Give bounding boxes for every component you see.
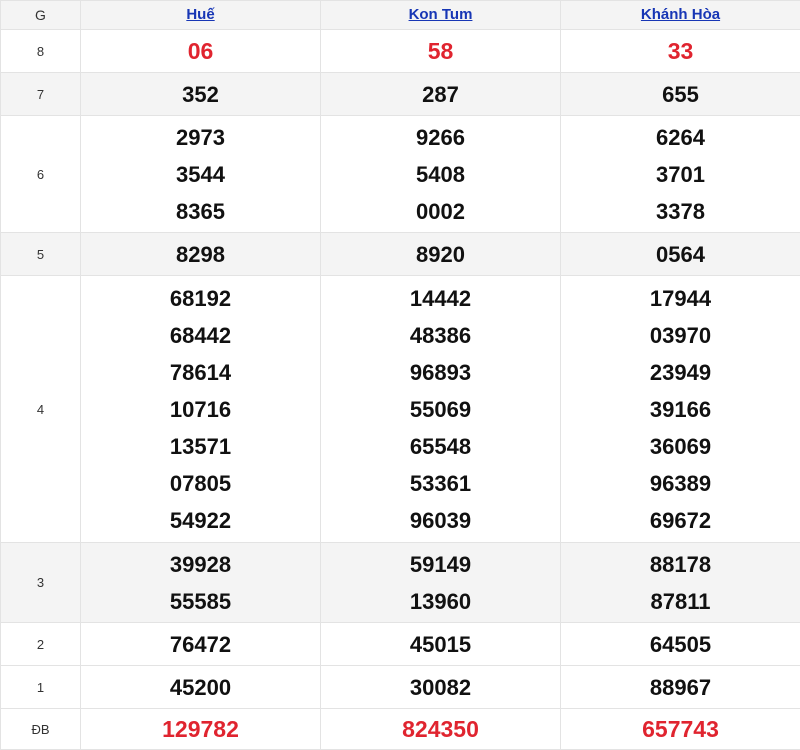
result-number: 59149 — [321, 546, 560, 583]
result-number: 55069 — [321, 391, 560, 428]
result-number: 55585 — [81, 583, 320, 620]
province-header-khanh-hoa — [561, 1, 800, 30]
result-cell — [561, 666, 800, 709]
prize-label: 5 — [1, 233, 81, 276]
result-number: 8365 — [81, 193, 320, 230]
result-number: 3378 — [561, 193, 800, 230]
prize-row-special — [1, 709, 800, 750]
prize-label: 4 — [1, 276, 81, 543]
result-number: 78614 — [81, 354, 320, 391]
result-number: 33 — [561, 33, 800, 70]
result-number: 96039 — [321, 502, 560, 539]
special-prize-number: 657743 — [561, 711, 800, 748]
result-number: 14442 — [321, 280, 560, 317]
result-cell — [321, 666, 561, 709]
prize-row-4 — [1, 276, 800, 543]
result-number: 655 — [561, 76, 800, 113]
result-number: 6264 — [561, 119, 800, 156]
result-number: 39166 — [561, 391, 800, 428]
result-cell — [561, 276, 800, 543]
result-number: 287 — [321, 76, 560, 113]
prize-row-5 — [1, 233, 800, 276]
prize-label: 3 — [1, 543, 81, 623]
result-number: 23949 — [561, 354, 800, 391]
result-number: 45200 — [81, 669, 320, 706]
result-cell — [561, 543, 800, 623]
result-cell — [81, 623, 321, 666]
result-number: 8920 — [321, 236, 560, 273]
prize-row-6 — [1, 116, 800, 233]
prize-row-3 — [1, 543, 800, 623]
result-number: 48386 — [321, 317, 560, 354]
result-number: 06 — [81, 33, 320, 70]
result-cell — [321, 73, 561, 116]
result-cell — [81, 116, 321, 233]
result-number: 88967 — [561, 669, 800, 706]
result-number: 68442 — [81, 317, 320, 354]
result-number: 87811 — [561, 583, 800, 620]
prize-row-8 — [1, 30, 800, 73]
result-cell — [81, 543, 321, 623]
prize-row-1 — [1, 666, 800, 709]
prize-column-header: G — [1, 1, 81, 30]
prize-label: ĐB — [1, 709, 81, 750]
result-number: 64505 — [561, 626, 800, 663]
result-cell — [561, 233, 800, 276]
result-number: 13571 — [81, 428, 320, 465]
result-number: 45015 — [321, 626, 560, 663]
result-cell — [321, 543, 561, 623]
result-number: 352 — [81, 76, 320, 113]
result-number: 13960 — [321, 583, 560, 620]
result-number: 3701 — [561, 156, 800, 193]
prize-label: 6 — [1, 116, 81, 233]
result-cell — [561, 73, 800, 116]
prize-label: 2 — [1, 623, 81, 666]
result-number: 68192 — [81, 280, 320, 317]
result-number: 07805 — [81, 465, 320, 502]
result-number: 03970 — [561, 317, 800, 354]
result-cell — [81, 30, 321, 73]
result-cell — [561, 709, 800, 750]
result-cell — [321, 30, 561, 73]
province-header-hue — [81, 1, 321, 30]
result-number: 9266 — [321, 119, 560, 156]
result-number: 0564 — [561, 236, 800, 273]
result-number: 36069 — [561, 428, 800, 465]
prize-label: 7 — [1, 73, 81, 116]
prize-row-7 — [1, 73, 800, 116]
result-cell — [81, 666, 321, 709]
result-number: 10716 — [81, 391, 320, 428]
header-row — [1, 1, 800, 30]
result-number: 65548 — [321, 428, 560, 465]
result-cell — [81, 709, 321, 750]
result-number: 96893 — [321, 354, 560, 391]
result-number: 54922 — [81, 502, 320, 539]
prize-label: 1 — [1, 666, 81, 709]
result-number: 3544 — [81, 156, 320, 193]
result-cell — [321, 709, 561, 750]
result-number: 2973 — [81, 119, 320, 156]
result-cell — [561, 116, 800, 233]
province-link-khanh-hoa[interactable]: Khánh Hòa — [641, 6, 720, 23]
result-cell — [321, 276, 561, 543]
province-link-hue[interactable]: Huế — [186, 6, 214, 23]
result-number: 53361 — [321, 465, 560, 502]
result-cell — [321, 233, 561, 276]
result-cell — [561, 623, 800, 666]
result-number: 96389 — [561, 465, 800, 502]
result-number: 58 — [321, 33, 560, 70]
prize-row-2 — [1, 623, 800, 666]
result-cell — [321, 623, 561, 666]
result-number: 8298 — [81, 236, 320, 273]
special-prize-number: 129782 — [81, 711, 320, 748]
result-number: 39928 — [81, 546, 320, 583]
prize-label: 8 — [1, 30, 81, 73]
result-number: 0002 — [321, 193, 560, 230]
result-cell — [81, 233, 321, 276]
special-prize-number: 824350 — [321, 711, 560, 748]
result-number: 88178 — [561, 546, 800, 583]
result-cell — [81, 73, 321, 116]
result-number: 5408 — [321, 156, 560, 193]
result-number: 17944 — [561, 280, 800, 317]
result-cell — [321, 116, 561, 233]
result-number: 30082 — [321, 669, 560, 706]
result-cell — [561, 30, 800, 73]
result-number: 76472 — [81, 626, 320, 663]
result-number: 69672 — [561, 502, 800, 539]
province-link-kon-tum[interactable]: Kon Tum — [409, 6, 473, 23]
result-cell — [81, 276, 321, 543]
province-header-kon-tum — [321, 1, 561, 30]
